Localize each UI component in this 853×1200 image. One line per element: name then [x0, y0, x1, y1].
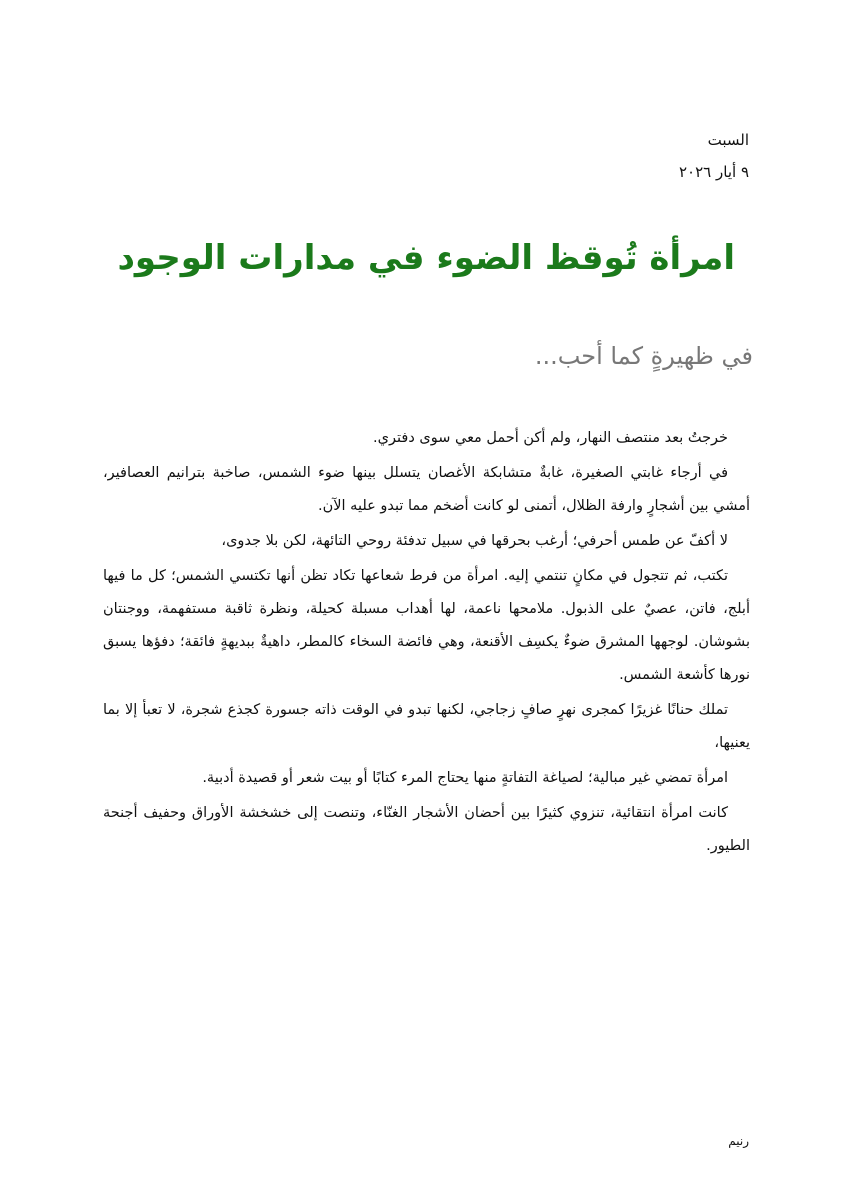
paragraph-1: خرجتُ بعد منتصف النهار، ولم أكن أحمل معي سوى دفتري.: [373, 430, 728, 446]
paragraph-6: امرأة تمضي غير مبالية؛ لصياغة التفاتةٍ منها يحتاج المرء كتابًا أو بيت شعر أو قصيدة أدبية.: [202, 770, 728, 786]
date-header: [679, 124, 749, 188]
author-signature: رنيم: [728, 1134, 749, 1148]
paragraph-2: في أرجاء غابتي الصغيرة، غابةٌ متشابكة الأغصان يتسلل بينها ضوء الشمس، صاخبة بترانيم العصافير، أمشي بين أشجارٍ وارفة الظلال، أتمنى لو كانت أضخم مما تبدو عليه الآن.: [103, 465, 750, 514]
page-title: امرأة تُوقظ الضوء في مدارات الوجود: [117, 238, 735, 278]
paragraph-4: تكتب، ثم تتجول في مكانٍ تنتمي إليه. امرأة من فرط شعاعها تكاد تظن أنها تكتسي الشمس؛ كل ما فيها أبلج، فاتن، عصيٌ على الذبول. ملامحها ناعمة، لها أهداب مسبلة كحيلة، ونظرة ثاقبة مستفهمة، ووجنتان بشوشان. لوجهها المشرق ضوءٌ يكسِف الأقنعة، وهي فائضة السخاء كالمطر، داهيةٌ ببديهةٍ فائقة؛ دفؤها يسبق نورها كأشعة الشمس.: [103, 568, 750, 683]
paragraph-7: كانت امرأة انتقائية، تنزوي كثيرًا بين أحضان الأشجار الغنّاء، وتنصت إلى خشخشة الأوراق وحفيف أجنحة الطيور.: [103, 805, 750, 854]
date-label: ٩ أيار ٢٠٢٦: [679, 163, 749, 181]
paragraph-3: لا أكفّ عن طمس أحرفي؛ أرغب بحرقها في سبيل تدفئة روحي التائهة، لكن بلا جدوى،: [221, 533, 728, 549]
page-subtitle: في ظهيرةٍ كما أحب...: [534, 342, 753, 370]
day-label: السبت: [707, 131, 749, 149]
article-body: [103, 422, 750, 865]
paragraph-5: تملك حنانًا غزيرًا كمجرى نهرٍ صافٍ زجاجي، لكنها تبدو في الوقت ذاته جسورة كجذع شجرة، لا تعبأ إلا بما يعنيها،: [103, 702, 750, 751]
